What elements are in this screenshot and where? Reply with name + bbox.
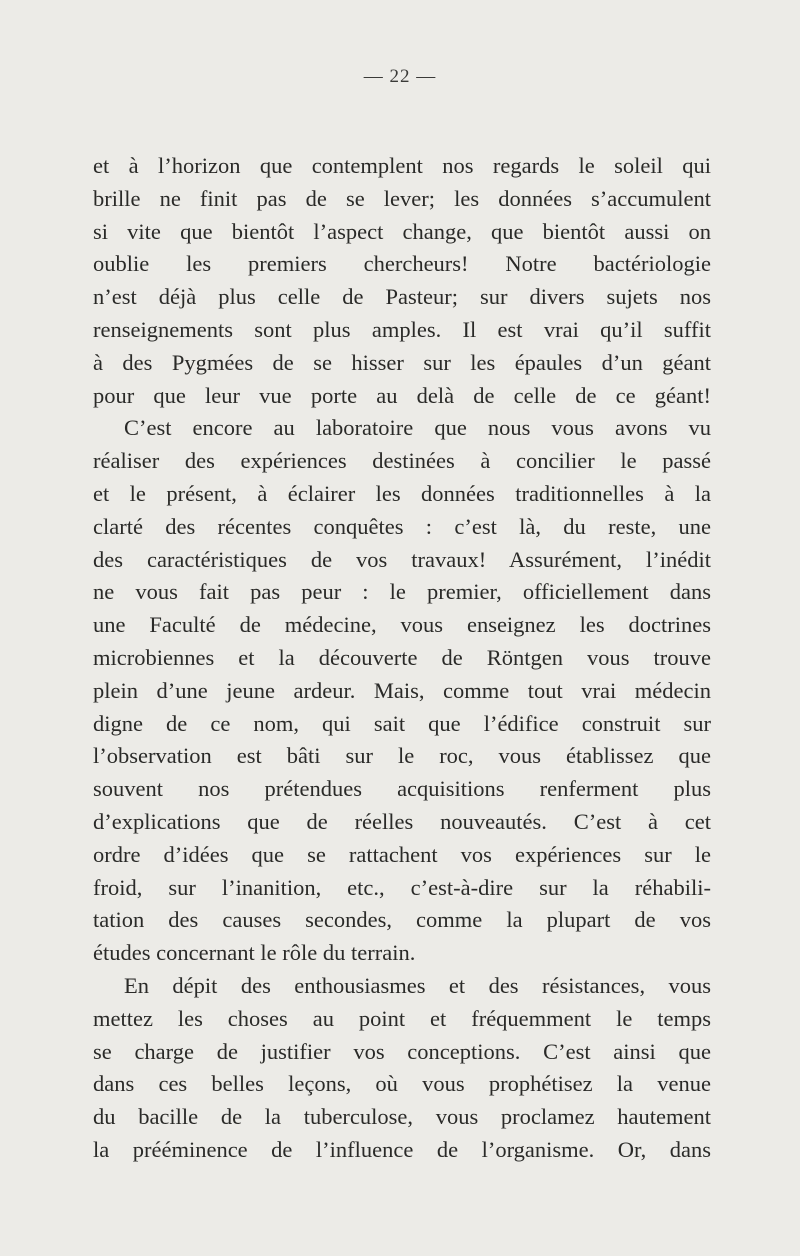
text-line: à des Pygmées de se hisser sur les épaules d’un géant — [93, 349, 711, 375]
text-line: se charge de justifier vos conceptions. C’est ainsi que — [93, 1038, 711, 1064]
text-line: renseignements sont plus amples. Il est vrai qu’il suffit — [93, 316, 711, 342]
text-line: C’est encore au laboratoire que nous vous avons vu — [124, 415, 711, 441]
text-line: et le présent, à éclairer les données traditionnelles à la — [93, 480, 711, 506]
text-line: la prééminence de l’influence de l’organisme. Or, dans — [93, 1136, 711, 1162]
text-line: d’explications que de réelles nouveautés. C’est à cet — [93, 808, 711, 834]
text-line: du bacille de la tuberculose, vous proclamez hautement — [93, 1104, 711, 1130]
text-line: n’est déjà plus celle de Pasteur; sur divers sujets nos — [93, 284, 711, 310]
text-line: pour que leur vue porte au delà de celle de ce géant! — [93, 382, 711, 408]
text-line: souvent nos prétendues acquisitions renferment plus — [93, 776, 711, 802]
text-line: clarté des récentes conquêtes : c’est là, du reste, une — [93, 513, 711, 539]
text-line: et à l’horizon que contemplent nos regards le soleil qui — [93, 153, 711, 178]
text-line: mettez les choses au point et fréquemment le temps — [93, 1005, 711, 1031]
text-line: En dépit des enthousiasmes et des résistances, vous — [124, 972, 711, 998]
text-line: plein d’une jeune ardeur. Mais, comme tout vrai médecin — [93, 677, 711, 703]
text-line: des caractéristiques de vos travaux! Assurément, l’inédit — [93, 546, 711, 572]
text-line: froid, sur l’inanition, etc., c’est-à-dire sur la réhabili- — [93, 874, 711, 900]
text-line: digne de ce nom, qui sait que l’édifice construit sur — [93, 710, 711, 736]
text-line: si vite que bientôt l’aspect change, que bientôt aussi on — [93, 218, 711, 244]
text-line: tation des causes secondes, comme la plupart de vos — [93, 907, 711, 933]
text-line: brille ne finit pas de se lever; les données s’accumulent — [93, 185, 711, 211]
body-text — [93, 150, 711, 1167]
text-line: ordre d’idées que se rattachent vos expériences sur le — [93, 841, 711, 867]
text-line: l’observation est bâti sur le roc, vous établissez que — [93, 743, 711, 769]
text-line: oublie les premiers chercheurs! Notre bactériologie — [93, 251, 711, 277]
page-number: — 22 — — [363, 66, 437, 87]
text-line: études concernant le rôle du terrain. — [93, 940, 416, 966]
text-line: microbiennes et la découverte de Röntgen vous trouve — [93, 644, 711, 670]
text-line: dans ces belles leçons, où vous prophétisez la venue — [93, 1071, 711, 1097]
text-line: réaliser des expériences destinées à concilier le passé — [93, 448, 711, 474]
text-line: une Faculté de médecine, vous enseignez les doctrines — [93, 612, 711, 638]
text-line: ne vous fait pas peur : le premier, officiellement dans — [93, 579, 711, 605]
